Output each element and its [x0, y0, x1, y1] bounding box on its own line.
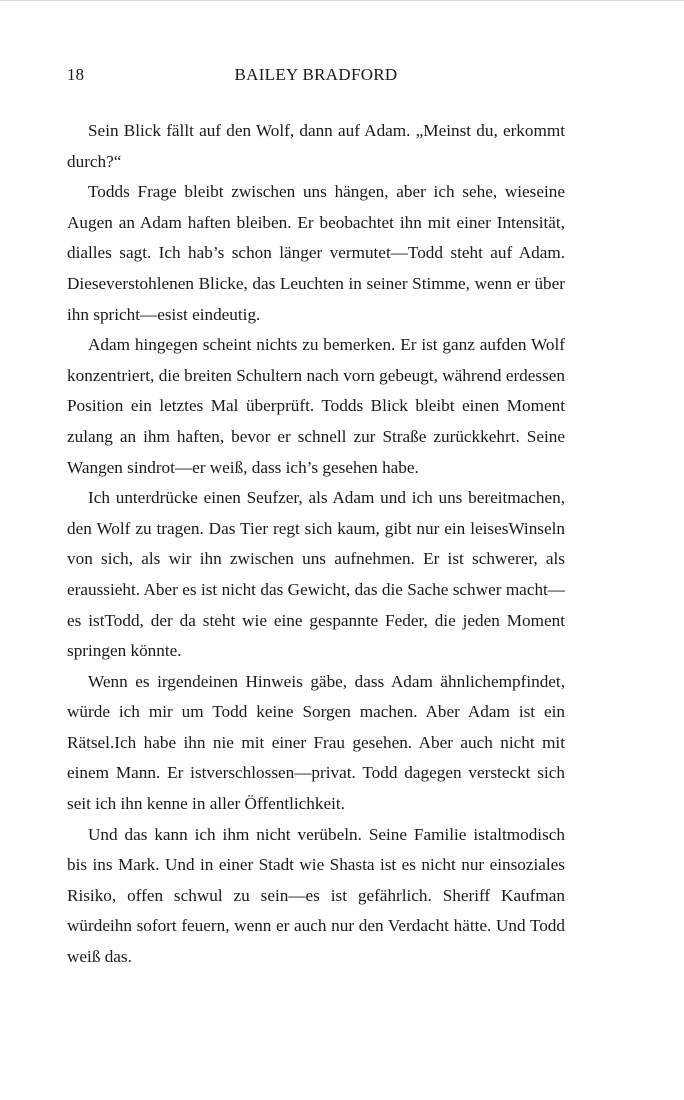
- paragraph: Adam hingegen scheint nichts zu bemerken. Er ist ganz aufden Wolf konzentriert, die breiten Schultern nach vorn gebeugt, während erdessen Position ein letztes Mal überprüft. Todds Blick bleibt einen Moment zulang an ihm haften, bevor er schnell zur Straße zurückkehrt. Seine Wangen sindrot—er weiß, dass ich’s gesehen habe.: [67, 335, 565, 477]
- paragraph: Todds Frage bleibt zwischen uns hängen, aber ich sehe, wieseine Augen an Adam haften bleiben. Er beobachtet ihn mit einer Intensität, dialles sagt. Ich hab’s schon länger vermutet—Todd steht auf Adam. Dieseverstohlenen Blicke, das Leuchten in seiner Stimme, wenn er über ihn spricht—esist eindeutig.: [67, 182, 565, 324]
- page-number: 18: [67, 65, 84, 84]
- paragraph: Ich unterdrücke einen Seufzer, als Adam und ich uns bereitmachen, den Wolf zu tragen. Das Tier regt sich kaum, gibt nur ein leisesWinseln von sich, als wir ihn zwischen uns aufnehmen. Er ist schwerer, als eraussieht. Aber es ist nicht das Gewicht, das die Sache schwer macht—es istTodd, der da steht wie eine gespannte Feder, die jeden Moment springen könnte.: [67, 488, 565, 661]
- paragraph: Und das kann ich ihm nicht verübeln. Seine Familie istaltmodisch bis ins Mark. Und in einer Stadt wie Shasta ist es nicht nur einsoziales Risiko, offen schwul zu sein—es ist gefährlich. Sheriff Kaufman würdeihn sofort feuern, wenn er auch nur den Verdacht hätte. Und Todd weiß das.: [67, 824, 565, 967]
- running-head-author: BAILEY BRADFORD: [234, 65, 398, 84]
- paragraph: Wenn es irgendeinen Hinweis gäbe, dass Adam ähnlichempfindet, würde ich mir um Todd keine Sorgen machen. Aber Adam ist ein Rätsel.Ich habe ihn nie mit einer Frau gesehen. Aber auch nicht mit einem Mann. Er istverschlossen—privat. Todd dagegen versteckt sich seit ich ihn kenne in aller Öffentlichkeit.: [67, 671, 565, 814]
- body-text: [67, 116, 565, 973]
- running-header: [67, 62, 565, 88]
- top-border-rule: [0, 0, 684, 1]
- paragraph: Sein Blick fällt auf den Wolf, dann auf Adam. „Meinst du, erkommt durch?“: [67, 121, 565, 171]
